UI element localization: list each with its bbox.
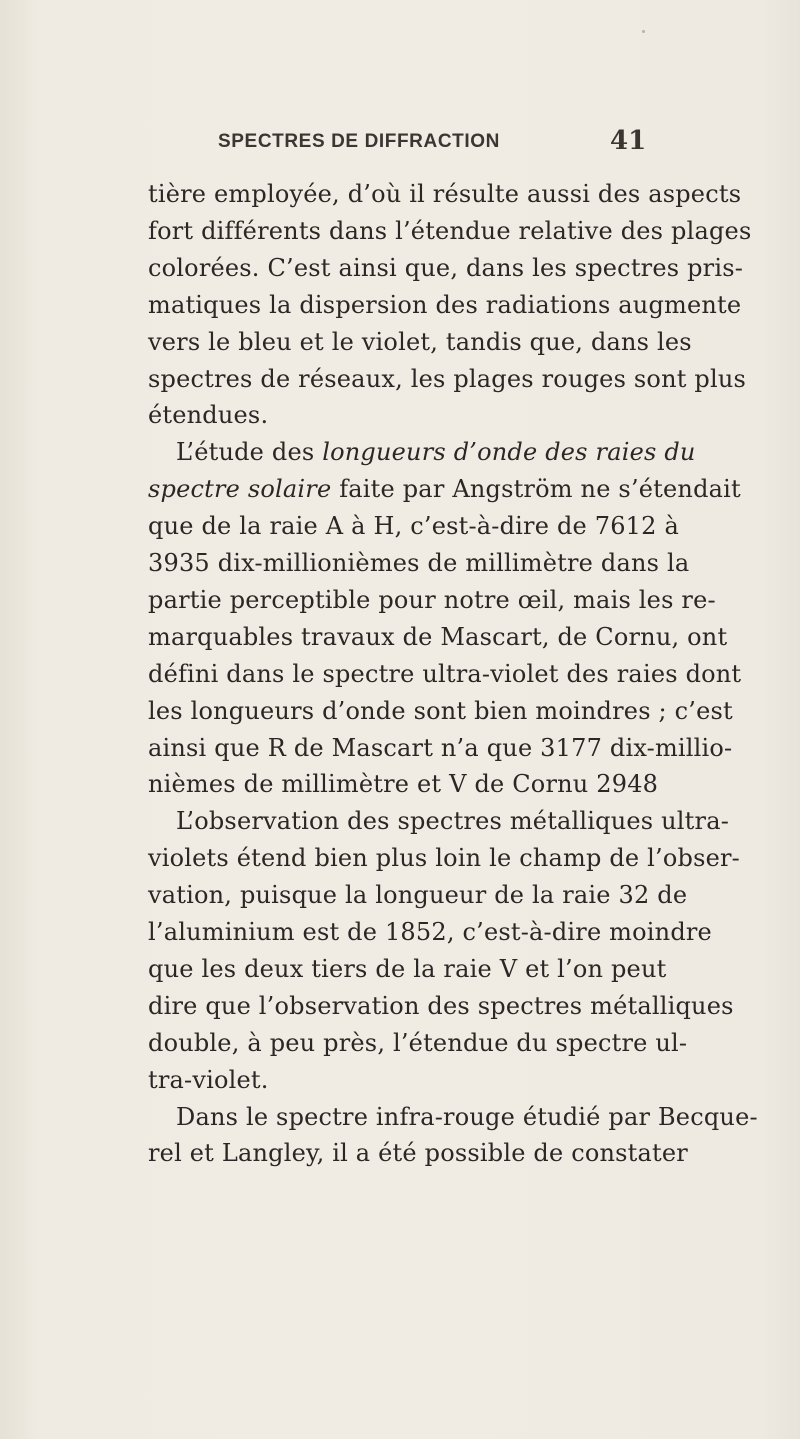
text-segment: L’observation des spectres métalliques ultra- bbox=[176, 807, 730, 836]
text-line bbox=[148, 988, 734, 1024]
paper-speck bbox=[642, 30, 645, 33]
italic-text: spectre solaire bbox=[148, 475, 332, 504]
italic-text: longueurs d’onde des raies du bbox=[322, 438, 696, 467]
text-segment: L’étude des bbox=[176, 438, 323, 467]
text-line bbox=[148, 471, 741, 507]
text-line bbox=[148, 1025, 688, 1061]
text-line bbox=[148, 213, 752, 249]
text-segment: vation, puisque la longueur de la raie 32 de bbox=[148, 881, 688, 910]
running-header: SPECTRES DE DIFFRACTION bbox=[218, 131, 500, 152]
text-segment: que les deux tiers de la raie V et l’on peut bbox=[148, 954, 667, 983]
text-line bbox=[176, 434, 696, 470]
text-line bbox=[148, 324, 692, 360]
text-line bbox=[148, 877, 688, 913]
text-line bbox=[148, 1062, 658, 1098]
text-line bbox=[148, 287, 742, 323]
text-segment: dire que l’observation des spectres métalliques bbox=[148, 991, 734, 1020]
text-segment: l’aluminium est de 1852, c’est-à-dire moindre bbox=[148, 918, 712, 946]
text-line bbox=[148, 951, 667, 987]
text-line bbox=[148, 914, 712, 950]
text-segment: matiques la dispersion des radiations augmente bbox=[148, 290, 742, 319]
text-segment: étendues. bbox=[148, 401, 269, 430]
text-segment: fort différents dans l’étendue relative des plages bbox=[148, 216, 752, 245]
text-line bbox=[148, 176, 742, 212]
text-segment: marquables travaux de Mascart, de Cornu, ont bbox=[148, 622, 728, 651]
text-segment: double, à peu près, l’étendue du spectre ul- bbox=[148, 1028, 688, 1057]
text-segment: vers le bleu et le violet, tandis que, dans les bbox=[148, 327, 692, 356]
text-segment: défini dans le spectre ultra-violet des raies dont bbox=[148, 659, 742, 688]
text-line bbox=[148, 508, 679, 544]
page-number: 41 bbox=[610, 126, 647, 156]
text-line bbox=[176, 803, 730, 839]
text-line bbox=[176, 1099, 758, 1135]
text-segment: les longueurs d’onde sont bien moindres ; c’est bbox=[148, 696, 733, 725]
text-segment: que de la raie A à H, c’est-à-dire de 7612 à bbox=[148, 512, 679, 541]
text-line bbox=[148, 397, 658, 433]
text-line bbox=[148, 545, 690, 581]
text-segment: spectres de réseaux, les plages rouges sont plus bbox=[148, 364, 747, 393]
text-line bbox=[148, 619, 728, 655]
text-line bbox=[148, 766, 658, 802]
text-segment: partie perceptible pour notre œil, mais les re- bbox=[148, 585, 716, 614]
text-line bbox=[148, 250, 744, 286]
text-segment: violets étend bien plus loin le champ de l’obser- bbox=[148, 844, 740, 873]
text-line bbox=[148, 693, 733, 729]
text-segment: faite par Angström ne s’étendait bbox=[331, 475, 741, 504]
text-segment: ainsi que R de Mascart n’a que 3177 dix-millio- bbox=[148, 733, 733, 762]
text-line bbox=[148, 730, 733, 766]
text-segment: colorées. C’est ainsi que, dans les spectres pris- bbox=[148, 253, 744, 282]
text-segment: nièmes de millimètre et V de Cornu 2948 bbox=[148, 770, 659, 799]
text-line bbox=[148, 361, 747, 397]
text-line bbox=[148, 840, 740, 876]
text-segment: tra-violet. bbox=[148, 1065, 269, 1094]
text-segment: rel et Langley, il a été possible de constater bbox=[148, 1139, 688, 1168]
text-segment: tière employée, d’où il résulte aussi des aspects bbox=[148, 180, 742, 208]
text-segment: 3935 dix-millionièmes de millimètre dans la bbox=[148, 549, 690, 577]
text-line bbox=[148, 582, 716, 618]
text-line bbox=[148, 656, 742, 692]
text-line bbox=[148, 1135, 688, 1171]
text-segment: Dans le spectre infra-rouge étudié par Becque- bbox=[176, 1102, 758, 1131]
